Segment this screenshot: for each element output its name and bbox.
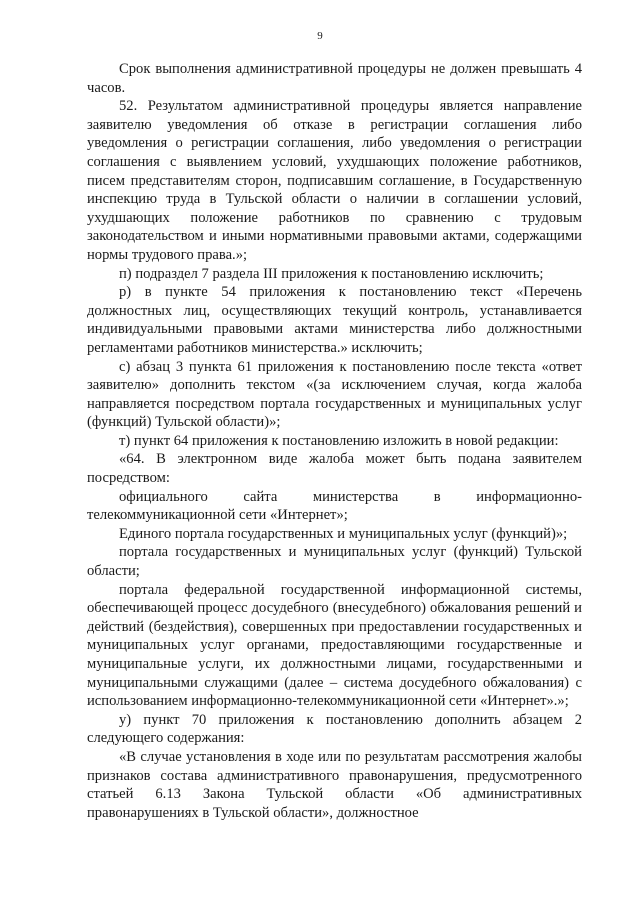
paragraph-64: «64. В электронном виде жалоба может быть подана заявителем посредством: xyxy=(87,451,582,487)
page-number: 9 xyxy=(317,30,323,42)
document-body xyxy=(87,60,582,822)
paragraph-t: т) пункт 64 приложения к постановлению изложить в новой редакции: xyxy=(119,432,559,449)
paragraph-p: п) подраздел 7 раздела III приложения к постановлению исключить; xyxy=(119,265,544,282)
paragraph-52: 52. Результатом административной процедуры является направление заявителю уведомления об отказе в регистрации соглашения либо уведомления о регистрации соглашения, либо уведомления о регистрации соглашения с выявлением условий, ухудшающих положение работников, писем представителям сторон, подписавшим соглашение, в Государственную инспекцию труда в Тульской области о наличии в соглашении условий, ухудшающих положение работников по сравнению с трудовым законодательством и иными нормативными правовыми актами, содержащими нормы трудового права.»; xyxy=(87,98,582,263)
paragraph-r: р) в пункте 54 приложения к постановлению текст «Перечень должностных лиц, осуществляющих текущий контроль, устанавливается индивидуальными правовыми актами министерства либо должностными регламентами работников министерства.» исключить; xyxy=(87,284,582,356)
paragraph-u: у) пункт 70 приложения к постановлению дополнить абзацем 2 следующего содержания: xyxy=(87,711,582,747)
paragraph-violation: «В случае установления в ходе или по результатам рассмотрения жалобы признаков состава административного правонарушения, предусмотренного статьей 6.13 Закона Тульской области «Об административных правонарушениях в Тульской области», должностное xyxy=(87,748,582,821)
paragraph-official-site: официального сайта министерства в информационно-телекоммуникационной сети «Интернет»; xyxy=(87,488,582,524)
paragraph-s: с) абзац 3 пункта 61 приложения к постановлению после текста «ответ заявителю» дополнить текстом «(за исключением случая, когда жалоба направляется посредством портала государственных и муниципальных услуг (функций) Тульской области)»; xyxy=(87,358,582,431)
paragraph-regional-portal: портала государственных и муниципальных услуг (функций) Тульской области; xyxy=(87,544,582,580)
paragraph-federal-system: портала федеральной государственной информационной системы, обеспечивающей процесс досудебного (внесудебного) обжалования решений и действий (бездействия), совершенных при предоставлении государственных и муниципальных услуг органами, предоставляющими государственные и муниципальные услуги, их должностными лицами, государственными и муниципальными служащими (далее – система досудебного обжалования) с использованием информационно-телекоммуникационной сети «Интернет».»; xyxy=(87,581,582,710)
paragraph-deadline: Срок выполнения административной процедуры не должен превышать 4 часов. xyxy=(87,61,582,96)
paragraph-unified-portal: Единого портала государственных и муниципальных услуг (функций)»; xyxy=(119,525,568,542)
